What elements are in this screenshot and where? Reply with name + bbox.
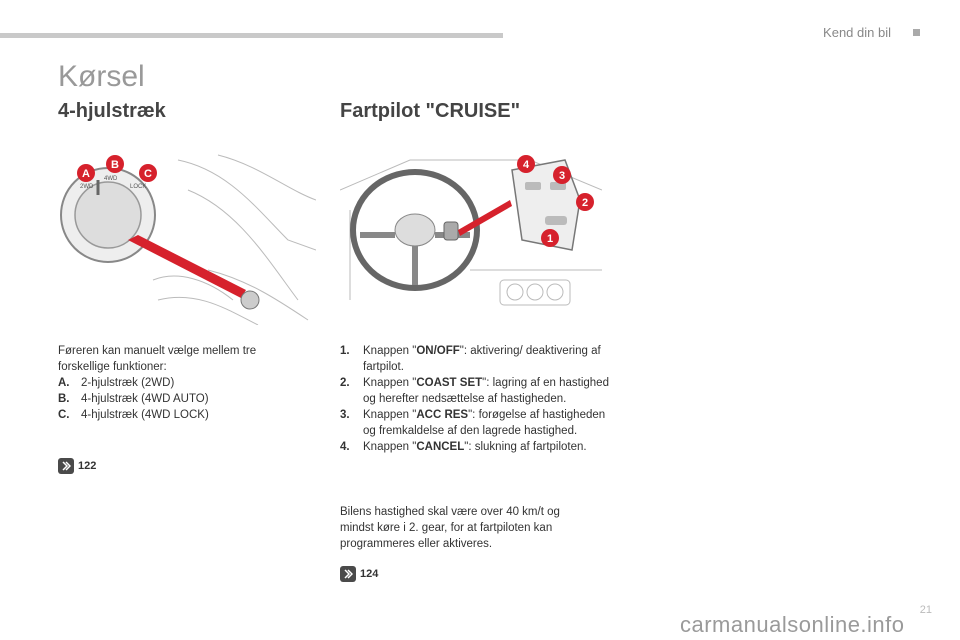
page-number: 21 [919,604,932,616]
callout-a [77,164,95,182]
svg-text:3: 3 [558,170,566,182]
awd-selector-illustration [58,150,316,325]
list-item: 4. Knappen "CANCEL": slukning af fartpiloten. [340,441,587,453]
svg-text:B: B [111,159,119,171]
heading-4wd: 4-hjulstræk [58,100,166,122]
page-reference-124[interactable]: 124 [340,566,378,582]
page-header [823,25,920,40]
list-item: 3. Knappen "ACC RES": forøgelse af hastigheden og fremkaldelse af den lagrede hastighed. [340,409,606,437]
awd-intro: Føreren kan manuelt vælge mellem tre forskellige funktioner: [58,345,257,373]
callout-3 [553,166,571,184]
cruise-control-illustration [340,150,602,325]
page-link-icon [58,458,74,474]
watermark: carmanualsonline.info [680,612,905,637]
page-link-icon [340,566,356,582]
cruise-description [340,343,610,455]
svg-text:1: 1 [546,233,554,245]
svg-text:2: 2 [581,197,589,209]
cruise-note: Bilens hastighed skal være over 40 km/t og mindst køre i 2. gear, for at fartpiloten kan programmeres eller aktiveres. [340,506,560,550]
list-item: 1. Knappen "ON/OFF": aktivering/ deaktivering af fartpilot. [340,345,601,373]
callout-4 [517,155,535,173]
dial-label-2wd: 2WD [80,184,94,190]
awd-description [58,343,283,423]
dial-label-4wd: 4WD [104,176,118,182]
svg-text:4: 4 [522,159,530,171]
page-title: Kørsel [58,60,145,93]
svg-text:A: A [82,168,90,180]
top-rule [0,33,503,38]
callout-2 [576,193,594,211]
list-item: A. 2-hjulstræk (2WD) [58,377,175,389]
heading-cruise: Fartpilot "CRUISE" [340,100,521,122]
svg-text:C: C [144,168,152,180]
dial-label-lock: LOCK [130,184,147,190]
callout-1 [541,229,559,247]
callout-b [106,155,124,173]
list-item: 2. Knappen "COAST SET": lagring af en hastighed og herefter nedsættelse af hastigheden. [340,377,609,405]
list-item: C. 4-hjulstræk (4WD LOCK) [58,409,209,421]
square-bullet-icon [913,29,920,36]
list-item: B. 4-hjulstræk (4WD AUTO) [58,393,209,405]
callout-c [139,164,157,182]
page-reference-122[interactable]: 122 [58,458,96,474]
section-name: Kend din bil [823,25,891,40]
